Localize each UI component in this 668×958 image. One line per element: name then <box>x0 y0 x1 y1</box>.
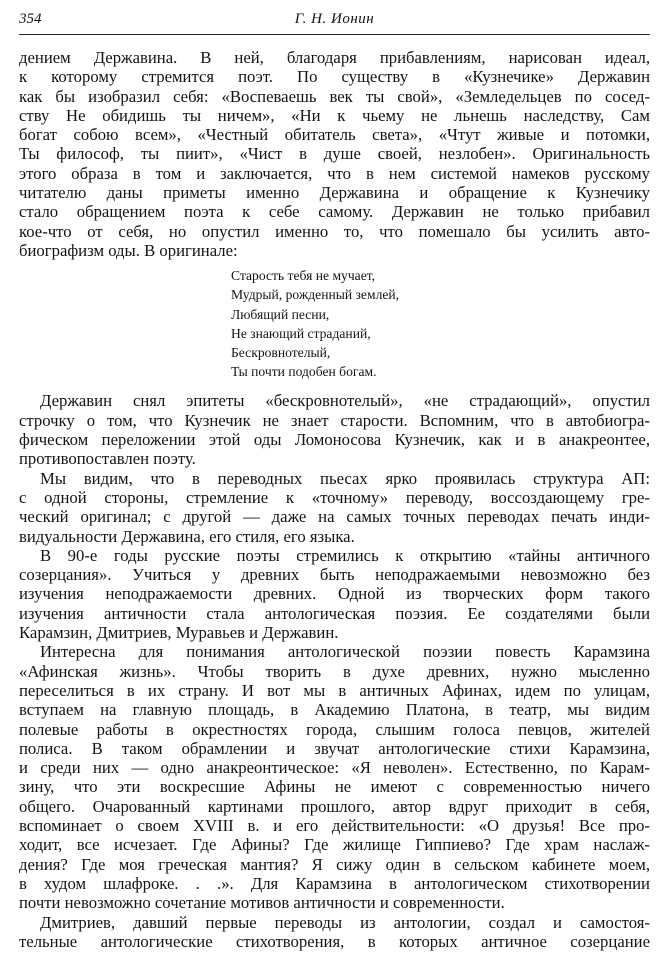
verse-line: Любящий песни, <box>231 306 330 322</box>
text-line: дения? Где моя греческая мантия? Я сижу один в сельском кабинете моем, <box>19 854 650 874</box>
verse-quotation <box>19 266 650 381</box>
text-line: общего. Очарованный картинами прошлого, автор вдруг приходит в себя, <box>19 796 650 816</box>
text-line: «Афинская жизнь». Чтобы творить в духе древних, нужно мысленно <box>19 661 650 681</box>
text-line: противопоставлен поэту. <box>19 449 196 469</box>
text-line: ству Не обидишь ты ничем», «Ни к чьему не льнешь наследству, Сам <box>19 105 650 125</box>
text-line: вспоминает о своем XVIII в. и его действительности: «О друзья! Все про- <box>19 816 650 836</box>
text-line: изучения античности стала антологическая поэзия. Ее создателями были <box>19 603 650 623</box>
text-line: Дмитриев, давший первые переводы из антологии, создал и самостоя- <box>40 912 650 932</box>
text-line: переселиться в их страну. И вот мы в античных Афинах, идем по улицам, <box>19 680 650 700</box>
page-number: 354 <box>19 11 42 27</box>
text-line: к которому стремится поэт. По существу в «Кузнечике» Державин <box>19 67 650 87</box>
text-line: с одной стороны, стремление к «точному» переводу, воссоздающему гре- <box>19 487 650 507</box>
text-line: полевые работы в окрестностях города, слышим голоса певцов, жителей <box>19 719 650 739</box>
running-head-author: Г. Н. Ионин <box>294 11 375 27</box>
text-line: Державин снял эпитеты «бескровнотелый», «не страдающий», опустил <box>40 391 650 411</box>
text-line: фическом переложении этой оды Ломоносова Кузнечик, как и в анакреонтее, <box>19 430 650 450</box>
text-line: Интересна для понимания антологической поэзии повесть Карамзина <box>40 642 650 662</box>
paragraph <box>19 469 650 546</box>
paragraph <box>19 913 650 952</box>
text-line: видуальности Державина, его стиля, его языка. <box>19 526 355 546</box>
text-line: кое-что от себя, но опустил именно то, что помешало бы усилить авто- <box>19 221 650 241</box>
page-header <box>19 4 650 35</box>
verse-line: Бескровнотелый, <box>231 345 331 361</box>
text-line: Ты философ, ты пиит», «Чист в душе своей, незлобен». Оригинальность <box>19 144 650 164</box>
text-line: богат собою всем», «Честный обитатель света», «Чтут живые и потомки, <box>19 125 650 145</box>
paragraph <box>19 642 650 912</box>
text-line: ческий оригинал; с другой — даже на самых точных переводах печать инди- <box>19 507 650 527</box>
text-line: стало обращением поэта к себе самому. Державин не только прибавил <box>19 202 650 222</box>
text-line: дением Державина. В ней, благодаря прибавлениям, нарисован идеал, <box>19 48 650 67</box>
text-line: как бы изобразил себя: «Воспеваешь век ты свой», «Земледельцев по сосед- <box>19 86 650 106</box>
paragraph <box>19 48 650 260</box>
text-line: тельные антологические стихотворения, в которых античное созерцание <box>19 931 650 951</box>
text-line: зину, что эти воскресшие Афины не имеют с современностью ничего <box>19 777 650 797</box>
verse-line: Не знающий страданий, <box>231 325 371 341</box>
text-line: этого образа в том и заключается, что в нем системой намеков русскому <box>19 163 650 183</box>
text-line: в худом шлафроке. . .». Для Карамзина в антологическом стихотворении <box>19 873 650 893</box>
text-line: В 90-е годы русские поэты стремились к открытию «тайны античного <box>40 545 650 565</box>
text-line: биографизм оды. В оригинале: <box>19 240 238 260</box>
text-line: созерцания». Учиться у древних быть неподражаемыми невозможно без <box>19 565 650 585</box>
text-line: изучения неподражаемости древних. Одной из творческих форм такого <box>19 584 650 604</box>
verse-line: Ты почти подобен богам. <box>231 364 377 380</box>
text-line: строчку о том, что Кузнечик не знает старости. Вспомним, что в автобиогра- <box>19 410 650 430</box>
text-line: почти невозможно сочетание мотивов античности и современности. <box>19 893 505 913</box>
text-line: ходит, все исчезает. Где Афины? Где жилище Гиппиево? Где храм наслаж- <box>19 835 650 855</box>
text-line: Мы видим, что в переводных пьесах ярко проявилась структура АП: <box>40 468 650 488</box>
body-text <box>19 48 650 951</box>
paragraph <box>19 546 650 642</box>
text-line: Карамзин, Дмитриев, Муравьев и Державин. <box>19 623 339 643</box>
verse-line: Старость тебя не мучает, <box>231 268 376 284</box>
text-line: вступаем на главную площадь, в Академию Платона, в театр, мы видим <box>19 700 650 720</box>
text-line: полиса. В таком обрамлении и звучат антологические стихи Карамзина, <box>19 738 650 758</box>
text-line: и среди них — одно анакреонтическое: «Я неволен». Естественно, по Карам- <box>19 758 650 778</box>
verse-line: Мудрый, рожденный землей, <box>231 287 400 303</box>
paragraph <box>19 391 650 468</box>
text-line: читателю даны приметы именно Державина и обращение к Кузнечику <box>19 183 650 203</box>
